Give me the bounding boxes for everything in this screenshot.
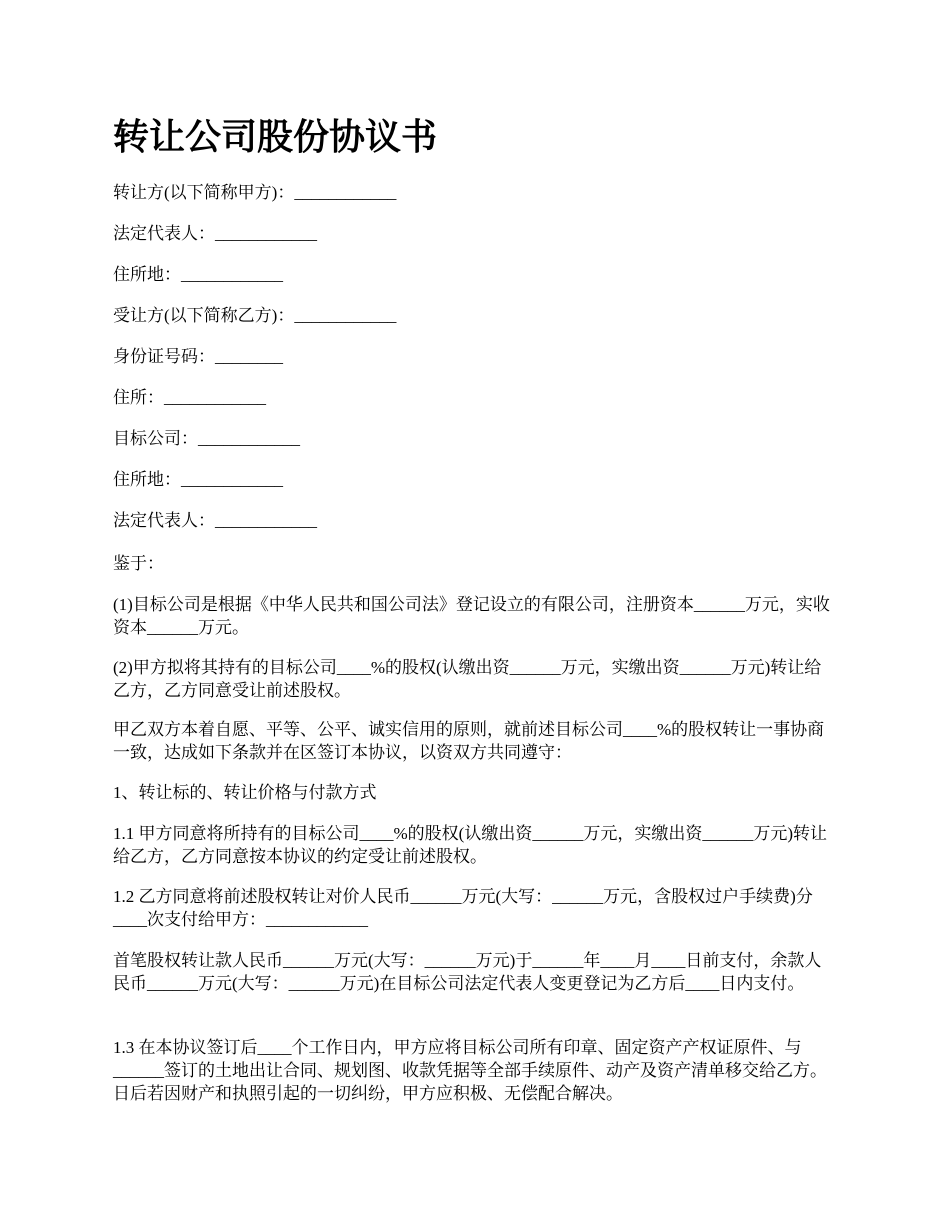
field-transferee: 受让方(以下简称乙方)：____________ — [113, 306, 397, 325]
section-1-heading: 1、转让标的、转让价格与付款方式 — [113, 783, 377, 802]
payment-schedule-paragraph: 首笔股权转让款人民币______万元(大写：______万元)于______年____月____日前支付，余款人民币______万元(大写：______万元)在目标公司法定代表人变更登记为乙方后____日内支付。 — [113, 951, 822, 993]
field-legal-representative-a: 法定代表人：____________ — [113, 224, 317, 243]
field-address-company: 住所地：____________ — [113, 470, 283, 489]
recital-1: (1)目标公司是根据《中华人民共和国公司法》登记设立的有限公司，注册资本______万元，实收资本______万元。 — [113, 595, 830, 637]
recital-2: (2)甲方拟将其持有的目标公司____%的股权(认缴出资______万元，实缴出资______万元)转让给乙方，乙方同意受让前述股权。 — [113, 658, 822, 700]
clause-1-2: 1.2 乙方同意将前述股权转让对价人民币______万元(大写：______万元，含股权过户手续费)分____次支付给甲方：____________ — [113, 887, 813, 929]
field-transferor: 转让方(以下简称甲方)：____________ — [113, 183, 397, 202]
recitals-heading: 鉴于： — [113, 554, 164, 573]
field-residence-b: 住所：____________ — [113, 388, 266, 407]
clause-1-3: 1.3 在本协议签订后____个工作日内，甲方应将目标公司所有印章、固定资产产权证原件、与______签订的土地出让合同、规划图、收款凭据等全部手续原件、动产及资产清单移交给乙方。日后若因财产和执照引起的一切纠纷，甲方应积极、无偿配合解决。 — [113, 1038, 827, 1103]
field-target-company: 目标公司：____________ — [113, 429, 300, 448]
document-title: 转让公司股份协议书 — [113, 116, 438, 158]
field-id-number: 身份证号码：________ — [113, 347, 283, 366]
field-legal-representative-company: 法定代表人：____________ — [113, 511, 317, 530]
clause-1-1: 1.1 甲方同意将所持有的目标公司____%的股权(认缴出资______万元，实缴出资______万元)转让给乙方，乙方同意按本协议的约定受让前述股权。 — [113, 824, 827, 866]
preamble-paragraph: 甲乙双方本着自愿、平等、公平、诚实信用的原则，就前述目标公司____%的股权转让一事协商一致，达成如下条款并在区签订本协议，以资双方共同遵守： — [113, 720, 825, 762]
field-address-a: 住所地：____________ — [113, 265, 283, 284]
